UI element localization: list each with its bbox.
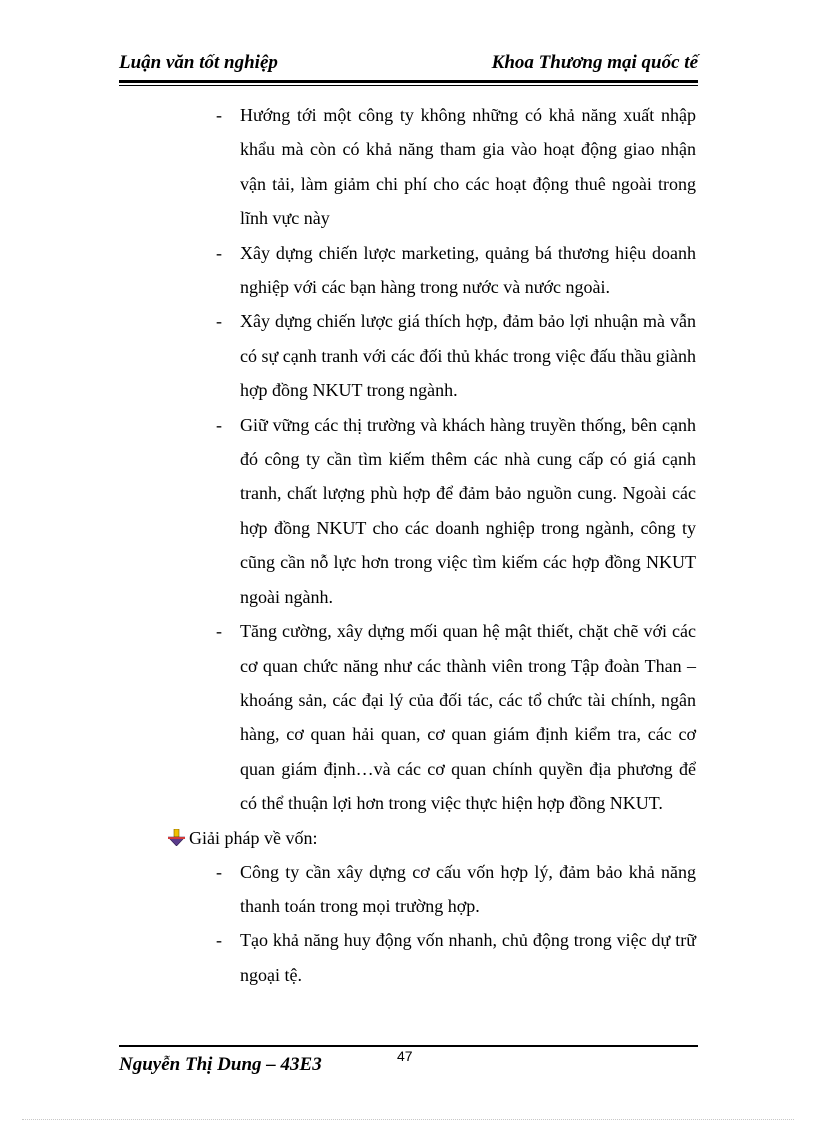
list-item-text: Công ty cần xây dựng cơ cấu vốn hợp lý, đảm bảo khả năng thanh toán trong mọi trường hợp. bbox=[240, 861, 696, 916]
arrow-down-icon bbox=[168, 829, 185, 846]
footer-author: Nguyễn Thị Dung – 43E3 bbox=[119, 1054, 322, 1075]
header-rule bbox=[119, 80, 698, 83]
list-item-text: Xây dựng chiến lược marketing, quảng bá thương hiệu doanh nghiệp với các bạn hàng trong nước và nước ngoài. bbox=[240, 242, 696, 298]
list-item bbox=[216, 923, 696, 992]
list-item bbox=[216, 408, 696, 614]
page-header bbox=[119, 52, 698, 78]
page-body bbox=[0, 98, 816, 992]
list-item-text: Xây dựng chiến lược giá thích hợp, đảm bảo lợi nhuận mà vẫn có sự cạnh tranh với các đối thủ khác trong việc đấu thầu giành hợp đồng NKUT trong ngành. bbox=[240, 311, 696, 401]
page-edge bbox=[22, 1119, 794, 1120]
header-thesis-label: Luận văn tốt nghiệp bbox=[119, 52, 278, 73]
bullet-dash: - bbox=[216, 861, 222, 882]
list-item-text: Giữ vững các thị trường và khách hàng truyền thống, bên cạnh đó công ty cần tìm kiếm thêm các nhà cung cấp có giá cạnh tranh, chất lượng phù hợp để đảm bảo nguồn cung. Ngoài các hợp đồng NKUT cho các doanh nghiệp trong ngành, công ty cũng cần nỗ lực hơn trong việc tìm kiếm các hợp đồng NKUT ngoài ngành. bbox=[240, 414, 696, 607]
list-item bbox=[216, 614, 696, 820]
bullet-dash: - bbox=[216, 621, 222, 642]
list-item bbox=[216, 855, 696, 924]
list-item-text: Tăng cường, xây dựng mối quan hệ mật thiết, chặt chẽ với các cơ quan chức năng như các thành viên trong Tập đoàn Than – khoáng sản, các đại lý của đối tác, các tổ chức tài chính, ngân hàng, cơ quan hải quan, cơ quan giám định kiểm tra, các cơ quan giám định…và các cơ quan chính quyền địa phương để có thể thuận lợi hơn trong việc thực hiện hợp đồng NKUT. bbox=[240, 621, 696, 814]
bullet-dash: - bbox=[216, 105, 222, 125]
bullet-dash: - bbox=[216, 242, 222, 263]
list-item-text: Tạo khả năng huy động vốn nhanh, chủ động trong việc dự trữ ngoại tệ. bbox=[240, 930, 696, 985]
section-heading bbox=[168, 821, 816, 855]
list-item bbox=[216, 304, 696, 407]
bullet-dash: - bbox=[216, 311, 222, 332]
list-item-text: Hướng tới một công ty không những có khả năng xuất nhập khẩu mà còn có khả năng tham gia vào hoạt động giao nhận vận tải, làm giảm chi phí cho các hoạt động thuê ngoài trong lĩnh vực này bbox=[240, 105, 696, 229]
list-item bbox=[216, 98, 696, 236]
list-item bbox=[216, 236, 696, 305]
section-heading-text: Giải pháp về vốn: bbox=[189, 827, 318, 848]
header-rule-thin bbox=[119, 85, 698, 86]
bullet-dash: - bbox=[216, 414, 222, 435]
bullet-dash: - bbox=[216, 930, 222, 951]
footer-rule bbox=[119, 1045, 698, 1047]
page-number: 47 bbox=[397, 1048, 413, 1064]
header-faculty-label: Khoa Thương mại quốc tế bbox=[491, 52, 698, 73]
